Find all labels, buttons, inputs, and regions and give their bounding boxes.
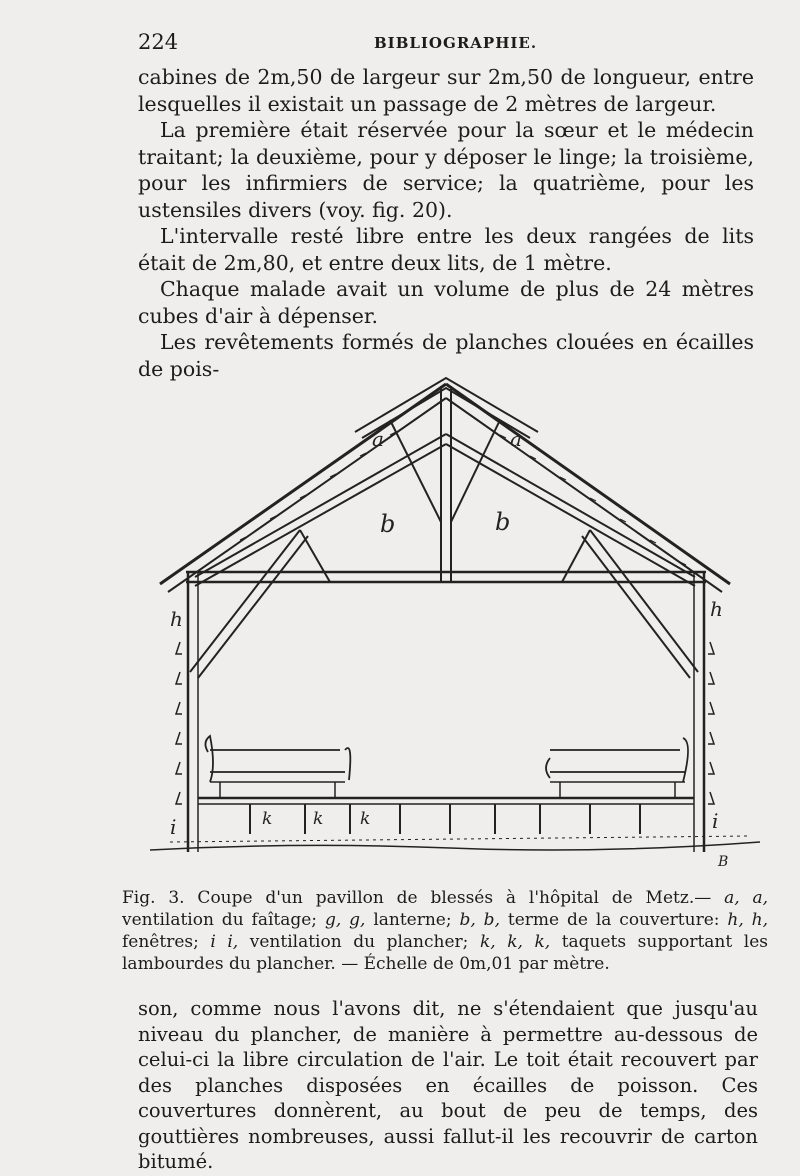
caption-text: lanterne;	[365, 910, 460, 930]
caption-hh: h, h,	[727, 910, 768, 930]
caption-bb: b, b,	[459, 910, 500, 930]
paragraph: cabines de 2m,50 de largeur sur 2m,50 de longueur, entre lesquelles il existait un passage de 2 mètres de largeur.	[138, 65, 754, 116]
cross-section-drawing	[150, 372, 760, 872]
caption-gg: g, g,	[324, 910, 366, 930]
figure-caption	[122, 887, 768, 975]
label-i-left: i	[170, 815, 177, 839]
label-k-2: k	[313, 809, 324, 829]
page-number: 224	[138, 30, 179, 54]
paragraph: La première était réservée pour la sœur et le médecin traitant; la deuxième, pour y déposer le linge; la troisième, pour les infirmiers de service; la quatrième, pour les ustensiles divers (voy. fig. 20).	[138, 118, 754, 222]
paragraph: L'intervalle resté libre entre les deux rangées de lits était de 2m,80, et entre deux lits, de 1 mètre.	[138, 224, 754, 275]
page-header	[138, 30, 758, 56]
label-i-right: i	[712, 809, 719, 833]
label-k-3: k	[360, 809, 371, 829]
running-title: BIBLIOGRAPHIE.	[374, 34, 538, 52]
label-b-left: b	[380, 510, 396, 538]
label-a-right: a	[510, 427, 522, 451]
caption-text: terme de la couverture:	[499, 910, 728, 930]
label-b-right: b	[495, 508, 511, 536]
pavilion-cross-section-figure	[150, 372, 760, 872]
label-h-right: h	[710, 597, 723, 621]
caption-aa: a, a,	[724, 888, 769, 908]
paragraph: son, comme nous l'avons dit, ne s'étendaient que jusqu'au niveau du plancher, de manière à permettre au-dessous de celui-ci la libre circulation de l'air. Le toit était recouvert par des planches disposées en écailles de poisson. Ces couvertures donnèrent, au bout de peu de temps, des gouttières nombreuses, aussi fallut-il les recouvrir de carton bitumé.	[138, 997, 758, 1173]
caption-text: taquets supportant les lambourdes du plancher. — Échelle de 0m,01 par mètre.	[122, 932, 768, 974]
engraver-signature: B	[718, 854, 729, 870]
caption-text: ventilation du plancher;	[238, 932, 480, 952]
caption-lead: Fig. 3. Coupe d'un pavillon de blessés à l'hôpital de Metz.—	[122, 888, 725, 908]
label-h-left: h	[170, 607, 183, 631]
caption-kk: k, k, k,	[479, 932, 551, 952]
paragraph: Les revêtements formés de planches clouées en écailles de pois-	[138, 330, 754, 381]
paragraph: Chaque malade avait un volume de plus de 24 mètres cubes d'air à dépenser.	[138, 277, 754, 328]
label-k-1: k	[262, 809, 273, 829]
caption-text: ventilation du faîtage;	[122, 910, 325, 930]
label-a-left: a	[372, 427, 384, 451]
body-text-top	[138, 64, 754, 382]
body-text-bottom	[138, 996, 758, 1175]
caption-text: fenêtres;	[122, 932, 211, 952]
caption-ii: i i,	[210, 932, 239, 952]
